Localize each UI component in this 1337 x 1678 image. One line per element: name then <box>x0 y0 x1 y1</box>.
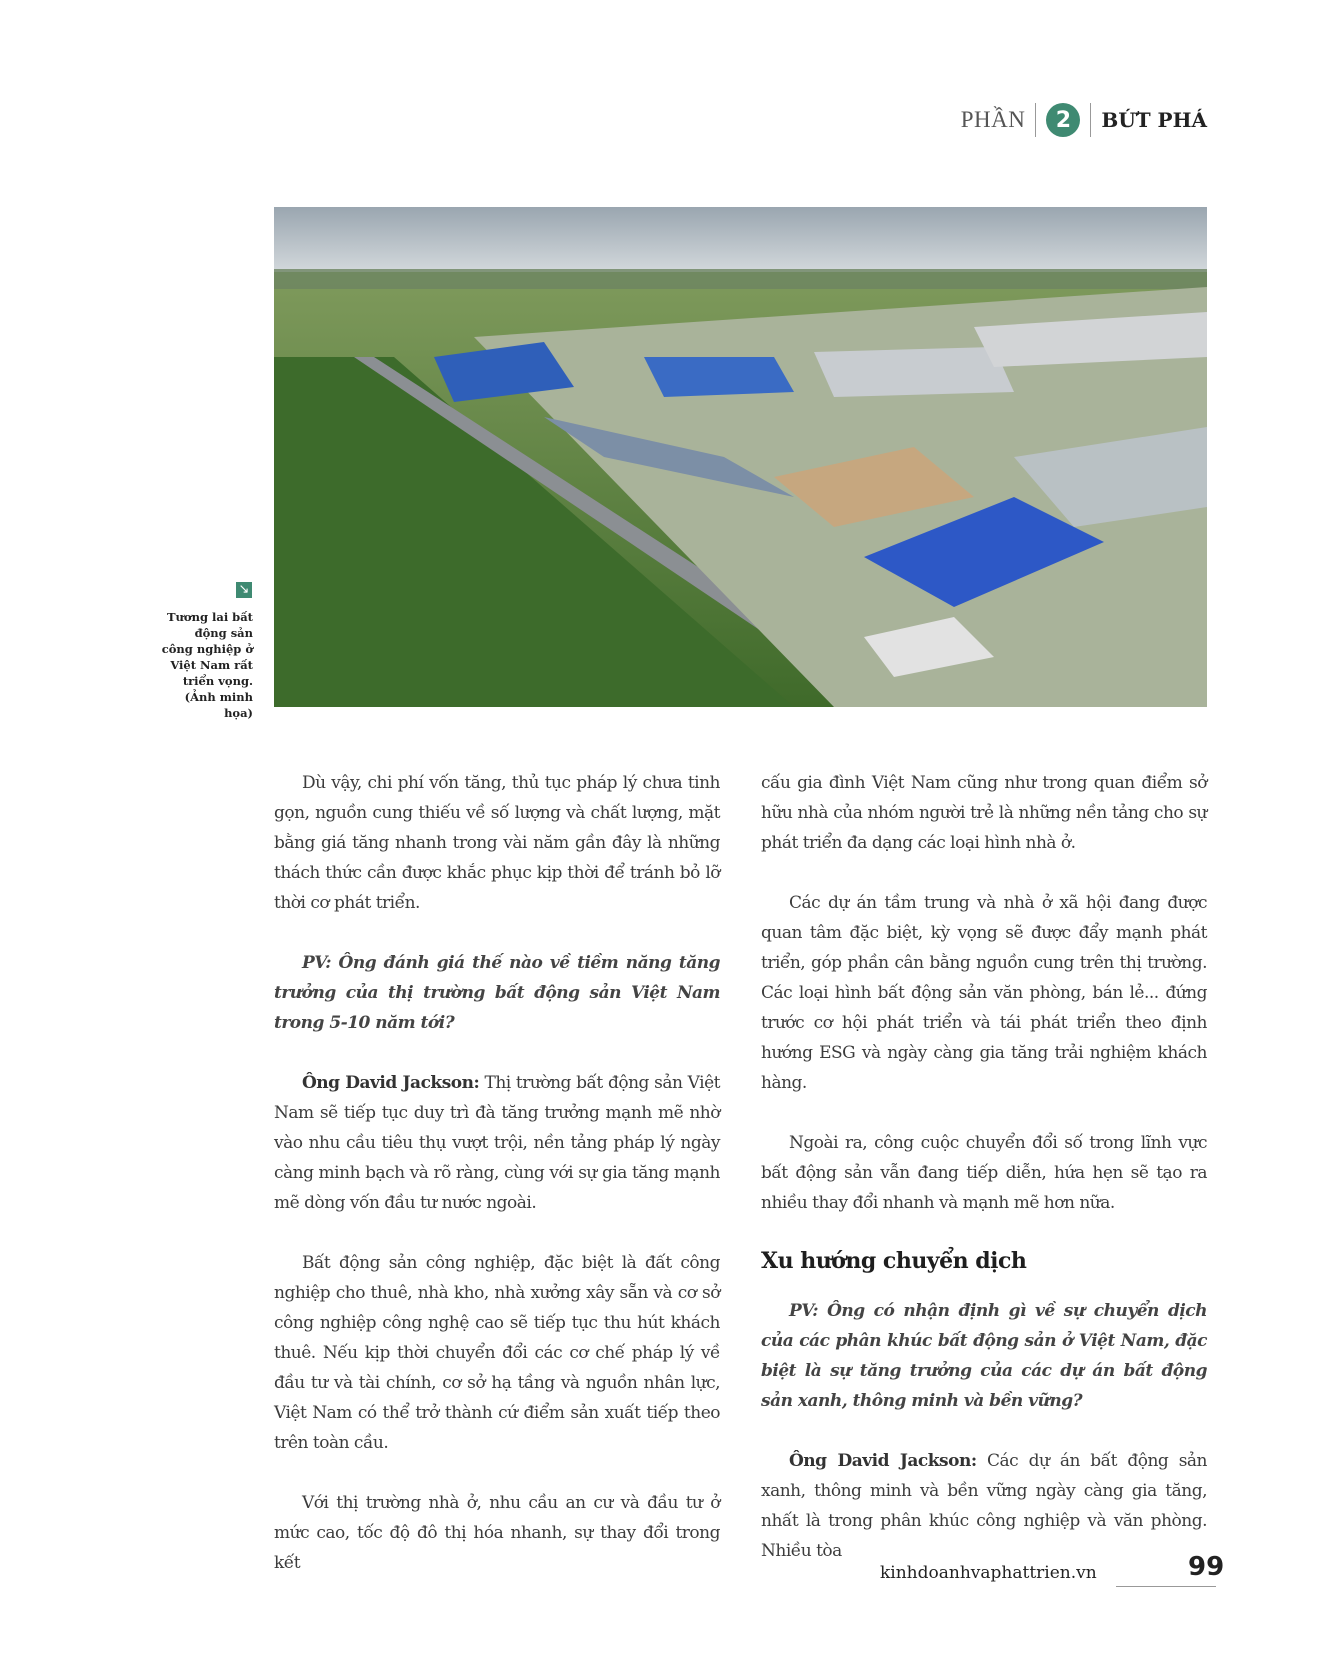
speaker-name: Ông David Jackson: <box>789 1451 977 1471</box>
paragraph-continued: cấu gia đình Việt Nam cũng như trong quan điểm sở hữu nhà của nhóm người trẻ là những nền tảng cho sự phát triển đa dạng các loại hình nhà ở. <box>761 773 1207 853</box>
section-heading: Xu hướng chuyển dịch <box>761 1248 1027 1274</box>
arrow-down-right-icon: ↘ <box>236 582 252 598</box>
divider <box>1035 103 1036 137</box>
article-column-left <box>274 768 720 1608</box>
page-number: 99 <box>1188 1552 1225 1582</box>
paragraph: Bất động sản công nghiệp, đặc biệt là đất công nghiệp cho thuê, nhà kho, nhà xưởng xây sẵn và cơ sở công nghiệp công nghệ cao sẽ tiếp tục thu hút khách thuê. Nếu kịp thời chuyển đổi các cơ chế pháp lý về đầu tư và tài chính, cơ sở hạ tầng và nguồn nhân lực, Việt Nam có thể trở thành cứ điểm sản xuất tiếp theo trên toàn cầu. <box>274 1253 720 1453</box>
paragraph: Dù vậy, chi phí vốn tăng, thủ tục pháp lý chưa tinh gọn, nguồn cung thiếu về số lượng và chất lượng, mặt bằng giá tăng nhanh trong vài năm gần đây là những thách thức cần được khắc phục kịp thời để tránh bỏ lỡ thời cơ phát triển. <box>274 773 720 913</box>
section-title: BỨT PHÁ <box>1101 108 1207 132</box>
interview-question: PV: Ông có nhận định gì về sự chuyển dịch của các phân khúc bất động sản ở Việt Nam, đặc biệt là sự tăng trưởng của các dự án bất động sản xanh, thông minh và bền vững? <box>761 1301 1207 1411</box>
interview-answer <box>274 1068 720 1218</box>
divider <box>1090 103 1091 137</box>
paragraph: Các dự án tầm trung và nhà ở xã hội đang được quan tâm đặc biệt, kỳ vọng sẽ được đẩy mạnh phát triển, góp phần cân bằng nguồn cung trên thị trường. Các loại hình bất động sản văn phòng, bán lẻ... đứng trước cơ hội phát triển và tái phát triển theo định hướng ESG và ngày càng gia tăng trải nghiệm khách hàng. <box>761 893 1207 1093</box>
article-column-right <box>761 768 1207 1596</box>
photo-caption: Tương lai bất động sản công nghiệp ở Việt Nam rất triển vọng. (Ảnh minh họa) <box>161 610 253 720</box>
answer-text: Các dự án bất động sản xanh, thông minh và bền vững ngày càng gia tăng, nhất là trong phân khúc công nghiệp và văn phòng. Nhiều tòa <box>761 1451 1207 1561</box>
section-header <box>961 100 1207 140</box>
footer-rule <box>1116 1586 1216 1587</box>
part-number-badge: 2 <box>1046 103 1080 137</box>
speaker-name: Ông David Jackson: <box>302 1073 480 1093</box>
answer-text: Thị trường bất động sản Việt Nam sẽ tiếp tục duy trì đà tăng trưởng mạnh mẽ nhờ vào nhu cầu tiêu thụ vượt trội, nền tảng pháp lý ngày càng minh bạch và rõ ràng, cùng với sự gia tăng mạnh mẽ dòng vốn đầu tư nước ngoài. <box>274 1073 720 1213</box>
industrial-park-aerial-photo <box>274 207 1207 707</box>
part-label: PHẦN <box>960 107 1026 132</box>
interview-answer <box>761 1446 1207 1566</box>
footer-website: kinhdoanhvaphattrien.vn <box>880 1563 1097 1583</box>
paragraph: Với thị trường nhà ở, nhu cầu an cư và đầu tư ở mức cao, tốc độ đô thị hóa nhanh, sự thay đổi trong kết <box>274 1493 720 1573</box>
paragraph: Ngoài ra, công cuộc chuyển đổi số trong lĩnh vực bất động sản vẫn đang tiếp diễn, hứa hẹn sẽ tạo ra nhiều thay đổi nhanh và mạnh mẽ hơn nữa. <box>761 1133 1207 1213</box>
interview-question: PV: Ông đánh giá thế nào về tiềm năng tăng trưởng của thị trường bất động sản Việt Nam trong 5-10 năm tới? <box>274 953 720 1033</box>
